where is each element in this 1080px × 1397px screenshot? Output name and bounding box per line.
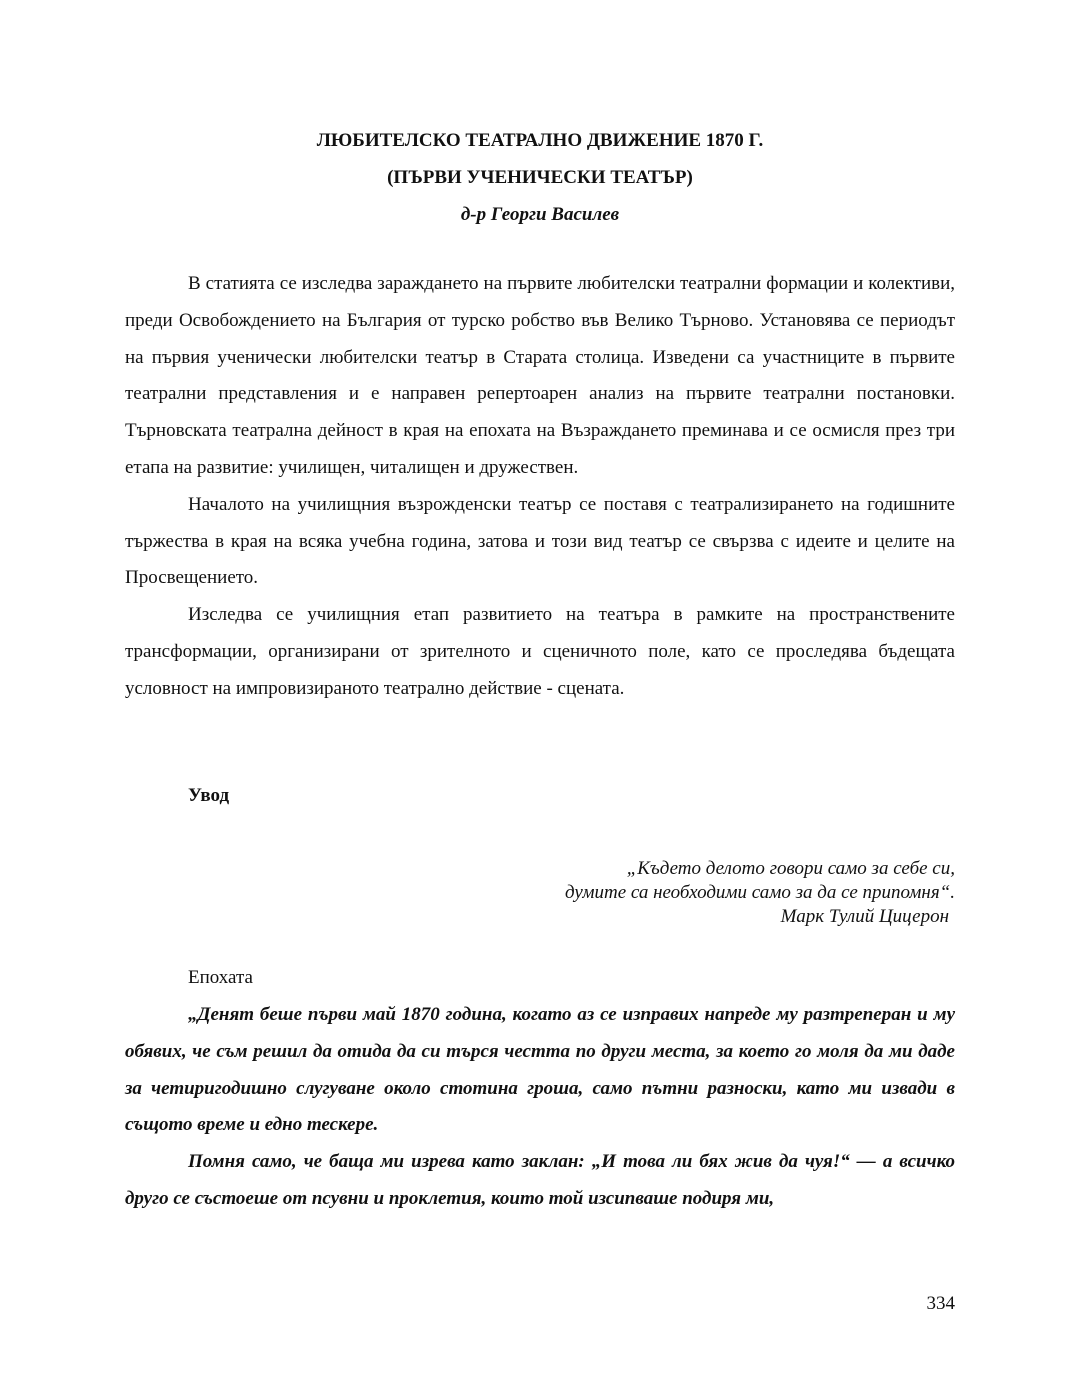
section-heading-intro: Увод [188, 785, 230, 806]
epigraph-line: думите са необходими само за да се припомня“. [565, 882, 955, 903]
quoted-passage [125, 997, 955, 1218]
article-title: ЛЮБИТЕЛСКО ТЕАТРАЛНО ДВИЖЕНИЕ 1870 Г. [316, 130, 764, 151]
article-subtitle: (ПЪРВИ УЧЕНИЧЕСКИ ТЕАТЪР) [387, 167, 693, 188]
epigraph-line: „Където делото говори само за себе си, [626, 858, 955, 879]
quote-paragraph: „Денят беше първи май 1870 година, когато аз се изправих напреде му разтреперан и му обявих, че съм решил да отида да си търся честта по други места, за което го моля да ми даде за четиригодишно слугуване около стотина гроша, само пътни разноски, като ми извади в същото време и едно тескере. [125, 1004, 955, 1136]
epigraph [565, 857, 955, 929]
quote-paragraph: Помня само, че баща ми изрева като заклан: „И това ли бях жив да чуя!“ — а всичко друго се състоеше от псувни и проклетия, които той изсипваше подиря ми, [125, 1151, 955, 1209]
abstract [125, 266, 955, 708]
abstract-paragraph: Изследва се училищния етап развитието на театъра в рамките на пространствените трансформации, организирани от зрителното и сценичното поле, като се проследява бъдещата условност на импровизираното театрално действие - сцената. [125, 604, 955, 699]
epigraph-author: Марк Тулий Цицерон [780, 906, 949, 927]
abstract-paragraph: Началото на училищния възрожденски театър се поставя с театрализирането на годишните тържества в края на всяка учебна година, затова и този вид театър се свързва с идеите и целите на Просвещението. [125, 493, 955, 589]
title-block [125, 122, 955, 233]
abstract-paragraph: В статията се изследва зараждането на първите любителски театрални формации и колективи, преди Освобождението на България от турско робство във Велико Търново. Установява се периодът на първия ученически любителски театър в Старата столица. Изведени са участниците в първите театрални представления и е направен репертоарен анализ на първите театрални постановки. Търновската театрална дейност в края на епохата на Възраждането преминава и се осмисля през три етапа на развитие: училищен, читалищен и дружествен. [125, 273, 955, 478]
subsection-label: Епохата [188, 967, 253, 988]
page-number: 334 [926, 1293, 955, 1314]
article-author: д-р Георги Василев [460, 204, 620, 225]
